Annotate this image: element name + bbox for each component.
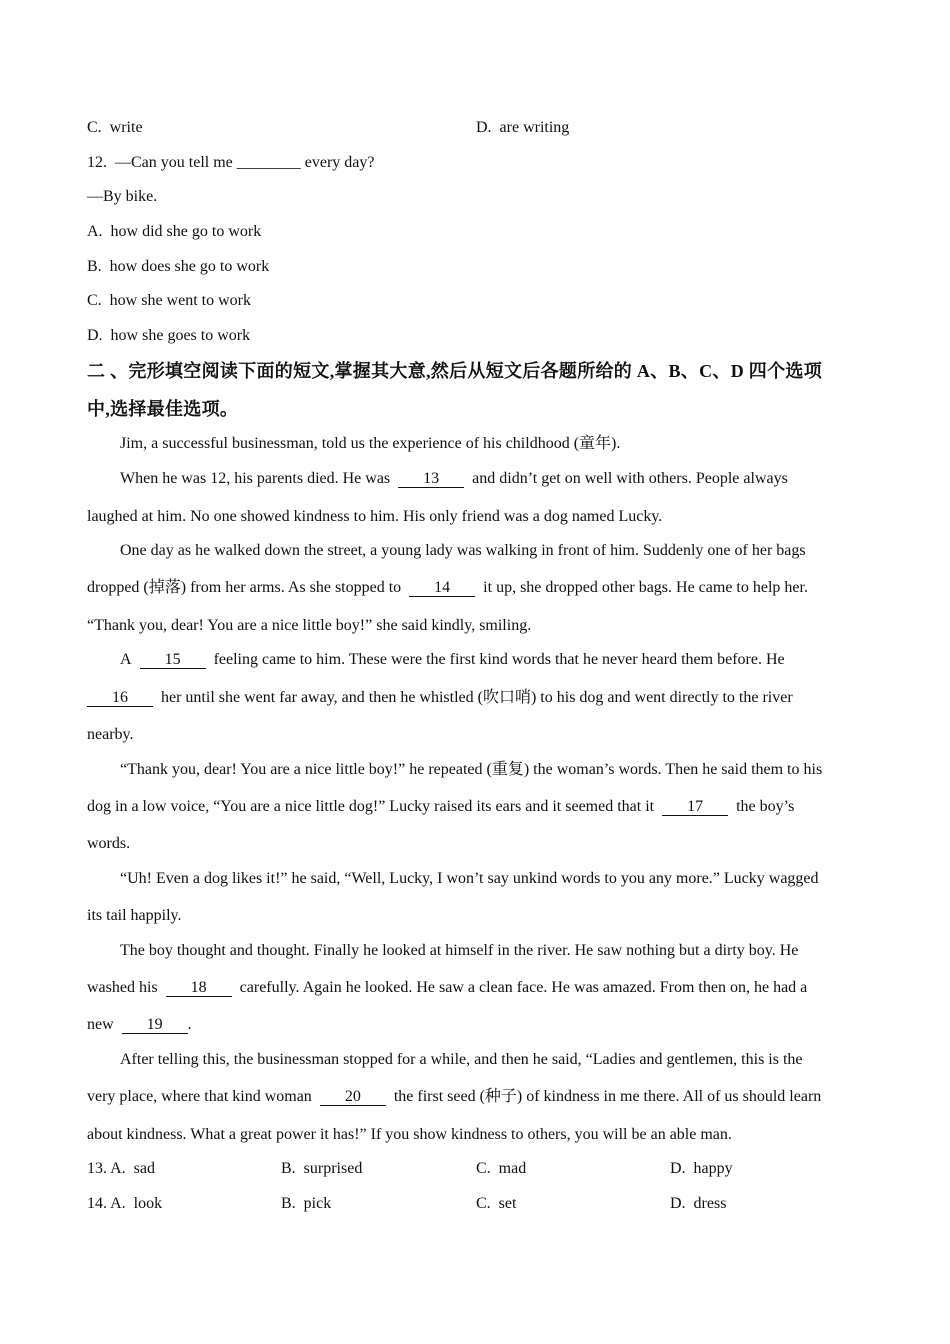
blank-14: 14	[409, 579, 475, 597]
passage-line: The boy thought and thought. Finally he looked at himself in the river. He saw nothing but a dirty boy. He	[120, 942, 799, 959]
passage-line: After telling this, the businessman stopped for a while, and then he said, “Ladies and gentlemen, this is the	[120, 1051, 803, 1068]
passage-line: “Uh! Even a dog likes it!” he said, “Well, Lucky, I won’t say unkind words to you any more.” Lucky wagged	[120, 870, 819, 887]
q13-option-a: 13. A. sad	[87, 1160, 155, 1177]
q12-option-c: C. how she went to work	[87, 292, 251, 309]
q14-option-c: C. set	[476, 1195, 517, 1212]
q12-option-b: B. how does she go to work	[87, 258, 270, 275]
q13-option-d: D. happy	[670, 1160, 733, 1177]
passage-line	[87, 1014, 192, 1036]
passage-text: her until she went far away, and then he whistled (吹口哨) to his dog and went directly to the river	[161, 689, 793, 706]
passage-line: Jim, a successful businessman, told us the experience of his childhood (童年).	[120, 435, 621, 452]
passage-text: dog in a low voice, “You are a nice little dog!” Lucky raised its ears and it seemed that it	[87, 798, 655, 815]
passage-text: dropped (掉落) from her arms. As she stopped to	[87, 579, 402, 596]
passage-text: .	[187, 1016, 192, 1033]
passage-text: When he was 12, his parents died. He was	[120, 470, 391, 487]
blank-18: 18	[166, 979, 232, 997]
passage-line	[87, 977, 807, 999]
section-heading-line-2: 中,选择最佳选项。	[87, 399, 239, 419]
q11-option-d: D. are writing	[476, 119, 570, 136]
q14-option-d: D. dress	[670, 1195, 727, 1212]
passage-text: the boy’s	[736, 798, 795, 815]
blank-16: 16	[87, 689, 153, 707]
passage-text: the first seed (种子) of kindness in me there. All of us should learn	[393, 1088, 822, 1105]
passage-line: words.	[87, 835, 131, 852]
passage-line: nearby.	[87, 726, 134, 743]
passage-text: A	[120, 651, 132, 668]
blank-19: 19	[122, 1016, 188, 1034]
q14-option-a: 14. A. look	[87, 1195, 163, 1212]
q14-option-b: B. pick	[281, 1195, 332, 1212]
passage-line: “Thank you, dear! You are a nice little boy!” he repeated (重复) the woman’s words. Then he said them to his	[120, 761, 823, 778]
passage-line: “Thank you, dear! You are a nice little boy!” she said kindly, smiling.	[87, 617, 532, 634]
passage-text: and didn’t get on well with others. People always	[472, 470, 788, 487]
passage-text: feeling came to him. These were the first kind words that he never heard them before. He	[213, 651, 785, 668]
passage-line	[87, 577, 808, 599]
q13-option-b: B. surprised	[281, 1160, 363, 1177]
passage-text: very place, where that kind woman	[87, 1088, 312, 1105]
q11-option-c: C. write	[87, 119, 143, 136]
q12-reply: —By bike.	[87, 188, 158, 205]
passage-text: washed his	[87, 979, 158, 996]
passage-line: One day as he walked down the street, a young lady was walking in front of him. Suddenly one of her bags	[120, 542, 806, 559]
passage-line	[120, 468, 788, 490]
blank-15: 15	[140, 651, 206, 669]
passage-line: about kindness. What a great power it has!” If you show kindness to others, you will be an able man.	[87, 1126, 732, 1143]
passage-line	[87, 1086, 821, 1108]
passage-line	[120, 649, 785, 671]
blank-17: 17	[662, 798, 728, 816]
blank-20: 20	[320, 1088, 386, 1106]
q13-option-c: C. mad	[476, 1160, 527, 1177]
blank-13: 13	[398, 470, 464, 488]
section-heading-line-1: 二 、完形填空阅读下面的短文,掌握其大意,然后从短文后各题所给的 A、B、C、D 四个选项	[87, 361, 822, 381]
q12-option-d: D. how she goes to work	[87, 327, 251, 344]
passage-line: its tail happily.	[87, 907, 182, 924]
q12-option-a: A. how did she go to work	[87, 223, 262, 240]
passage-text: new	[87, 1016, 114, 1033]
passage-text: carefully. Again he looked. He saw a clean face. He was amazed. From then on, he had a	[239, 979, 808, 996]
passage-line	[87, 687, 793, 709]
passage-text: it up, she dropped other bags. He came to help her.	[483, 579, 808, 596]
passage-line	[87, 796, 794, 818]
passage-line: laughed at him. No one showed kindness to him. His only friend was a dog named Lucky.	[87, 508, 663, 525]
q12-stem: 12. —Can you tell me ________ every day?	[87, 154, 375, 171]
